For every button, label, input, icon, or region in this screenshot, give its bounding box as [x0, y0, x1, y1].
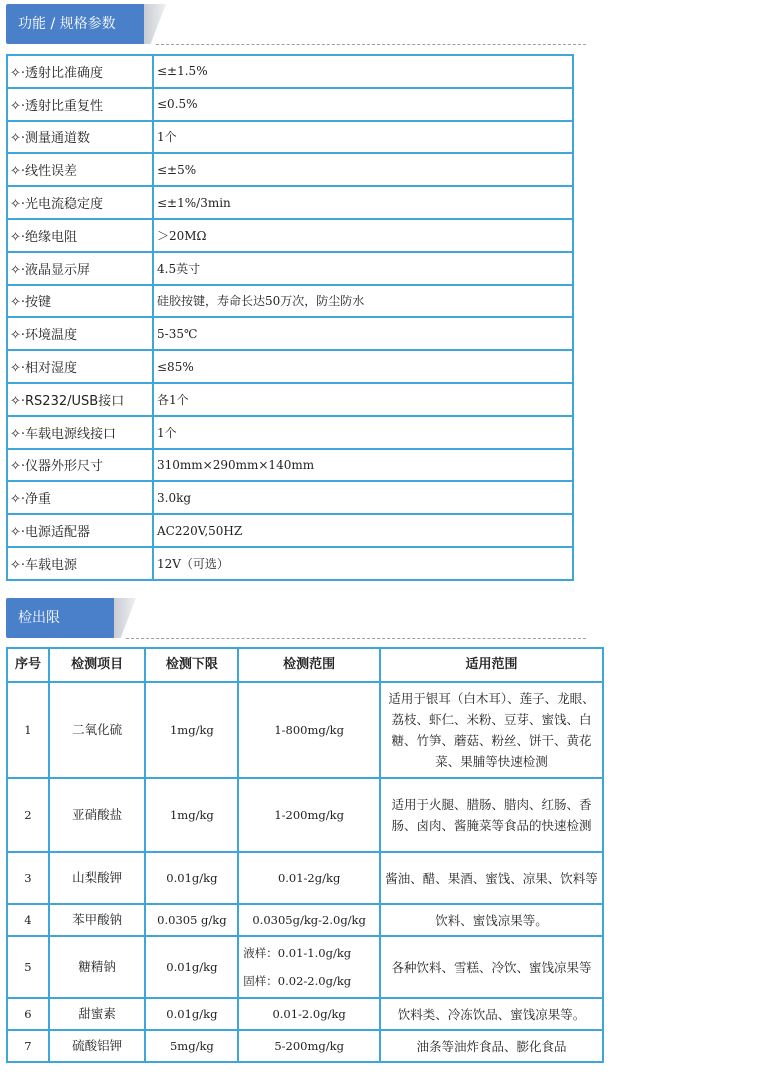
table-row — [7, 317, 573, 350]
table-row — [7, 852, 603, 904]
spec-value: 3.0kg — [153, 481, 573, 514]
spec-key: ✧·车载电源 — [7, 547, 153, 580]
cell-apply: 酱油、醋、果酒、蜜饯、凉果、饮料等 — [380, 852, 603, 904]
spec-table — [6, 54, 574, 581]
cell-range: 0.01-2g/kg — [238, 852, 380, 904]
cell-range: 0.01-2.0g/kg — [238, 998, 380, 1030]
cell-no: 2 — [7, 778, 49, 852]
spec-key: ✧·RS232/USB接口 — [7, 383, 153, 416]
spec-key: ✧·透射比重复性 — [7, 88, 153, 121]
table-row — [7, 547, 573, 580]
header-range: 检测范围 — [238, 648, 380, 682]
table-row — [7, 1030, 603, 1062]
table-row — [7, 219, 573, 252]
spec-key: ✧·线性误差 — [7, 153, 153, 186]
spec-section-title: 功能 / 规格参数 — [18, 16, 116, 32]
cell-item: 亚硝酸盐 — [49, 778, 146, 852]
tab-shadow — [144, 4, 166, 44]
spec-key: ✧·按键 — [7, 285, 153, 318]
spec-key: ✧·电源适配器 — [7, 514, 153, 547]
spec-key: ✧·净重 — [7, 481, 153, 514]
range-solid: 固样：0.02-2.0g/kg — [243, 974, 352, 988]
cell-no: 6 — [7, 998, 49, 1030]
header-item: 检测项目 — [49, 648, 146, 682]
section-divider — [126, 638, 586, 639]
table-row — [7, 55, 573, 88]
table-row — [7, 285, 573, 318]
spec-section-tab — [6, 4, 144, 44]
table-row — [7, 350, 573, 383]
spec-key: ✧·液晶显示屏 — [7, 252, 153, 285]
cell-range: 0.0305g/kg-2.0g/kg — [238, 904, 380, 936]
cell-item: 糖精钠 — [49, 936, 146, 998]
cell-no: 7 — [7, 1030, 49, 1062]
cell-item: 二氧化硫 — [49, 682, 146, 778]
spec-key: ✧·绝缘电阻 — [7, 219, 153, 252]
limit-section-title: 检出限 — [18, 610, 60, 626]
cell-no: 4 — [7, 904, 49, 936]
spec-key: ✧·车载电源线接口 — [7, 416, 153, 449]
limit-section-tab — [6, 598, 114, 638]
table-row — [7, 88, 573, 121]
limit-table — [6, 647, 604, 1063]
cell-lower: 0.01g/kg — [145, 852, 238, 904]
cell-lower: 1mg/kg — [145, 682, 238, 778]
cell-lower: 5mg/kg — [145, 1030, 238, 1062]
table-row — [7, 121, 573, 154]
table-row — [7, 153, 573, 186]
table-row — [7, 514, 573, 547]
tab-shadow — [114, 598, 136, 638]
spec-key: ✧·仪器外形尺寸 — [7, 449, 153, 482]
cell-apply: 各种饮料、雪糕、冷饮、蜜饯凉果等 — [380, 936, 603, 998]
spec-value: 12V（可选） — [153, 547, 573, 580]
cell-item: 苯甲酸钠 — [49, 904, 146, 936]
spec-value: 310mm×290mm×140mm — [153, 449, 573, 482]
spec-value: 硅胶按键，寿命长达50万次，防尘防水 — [153, 285, 573, 318]
cell-apply: 油条等油炸食品、膨化食品 — [380, 1030, 603, 1062]
cell-apply: 饮料类、冷冻饮品、蜜饯凉果等。 — [380, 998, 603, 1030]
cell-item: 山梨酸钾 — [49, 852, 146, 904]
cell-range: 1-800mg/kg — [238, 682, 380, 778]
table-row — [7, 383, 573, 416]
header-lower: 检测下限 — [145, 648, 238, 682]
header-apply: 适用范围 — [380, 648, 603, 682]
spec-value: 1个 — [153, 416, 573, 449]
spec-section-header — [6, 4, 586, 44]
table-row — [7, 186, 573, 219]
cell-range — [238, 936, 380, 998]
cell-apply: 适用于银耳（白木耳）、莲子、龙眼、荔枝、虾仁、米粉、豆芽、蜜饯、白糖、竹笋、蘑菇、粉丝、饼干、黄花菜、果脯等快速检测 — [380, 682, 603, 778]
spec-value: ＞20MΩ — [153, 219, 573, 252]
section-divider — [156, 44, 586, 45]
cell-no: 3 — [7, 852, 49, 904]
spec-value: 4.5英寸 — [153, 252, 573, 285]
limit-section-header — [6, 598, 586, 638]
table-header-row — [7, 648, 603, 682]
cell-no: 5 — [7, 936, 49, 998]
spec-value: ≤±5% — [153, 153, 573, 186]
cell-no: 1 — [7, 682, 49, 778]
table-row — [7, 778, 603, 852]
cell-apply: 饮料、蜜饯凉果等。 — [380, 904, 603, 936]
spec-value: ≤85% — [153, 350, 573, 383]
table-row — [7, 481, 573, 514]
table-row — [7, 416, 573, 449]
spec-key: ✧·透射比准确度 — [7, 55, 153, 88]
cell-item: 甜蜜素 — [49, 998, 146, 1030]
cell-lower: 0.0305 g/kg — [145, 904, 238, 936]
spec-key: ✧·环境温度 — [7, 317, 153, 350]
cell-lower: 0.01g/kg — [145, 936, 238, 998]
table-row — [7, 252, 573, 285]
spec-value: ≤±1%/3min — [153, 186, 573, 219]
range-liquid: 液样：0.01-1.0g/kg — [243, 946, 352, 960]
cell-apply: 适用于火腿、腊肠、腊肉、红肠、香肠、卤肉、酱腌菜等食品的快速检测 — [380, 778, 603, 852]
spec-key: ✧·相对湿度 — [7, 350, 153, 383]
header-no: 序号 — [7, 648, 49, 682]
spec-value: 各1个 — [153, 383, 573, 416]
cell-lower: 1mg/kg — [145, 778, 238, 852]
spec-key: ✧·光电流稳定度 — [7, 186, 153, 219]
spec-value: ≤0.5% — [153, 88, 573, 121]
table-row — [7, 682, 603, 778]
cell-range: 1-200mg/kg — [238, 778, 380, 852]
cell-lower: 0.01g/kg — [145, 998, 238, 1030]
spec-value: 5-35℃ — [153, 317, 573, 350]
spec-key: ✧·测量通道数 — [7, 121, 153, 154]
table-row — [7, 904, 603, 936]
spec-value: ≤±1.5% — [153, 55, 573, 88]
cell-range: 5-200mg/kg — [238, 1030, 380, 1062]
spec-value: AC220V,50HZ — [153, 514, 573, 547]
table-row — [7, 998, 603, 1030]
table-row — [7, 936, 603, 998]
table-row — [7, 449, 573, 482]
cell-item: 硫酸铝钾 — [49, 1030, 146, 1062]
spec-value: 1个 — [153, 121, 573, 154]
